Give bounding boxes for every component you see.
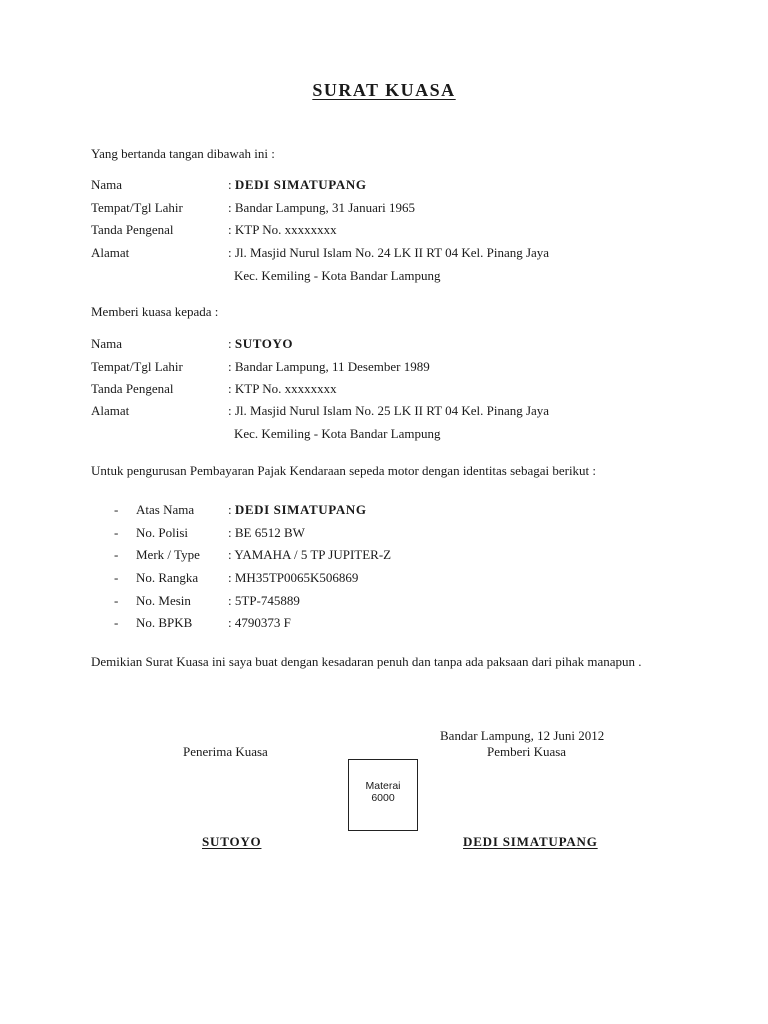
bullet-dash: - bbox=[114, 593, 119, 608]
grantor-alamat-line1: Jl. Masjid Nurul Islam No. 24 LK II RT 04 Kel. Pinang Jaya bbox=[234, 245, 550, 260]
closing-paragraph: Demikian Surat Kuasa ini saya buat dengan kesadaran penuh dan tanpa ada paksaan dari pihak manapun . bbox=[91, 654, 642, 669]
bullet-dash: - bbox=[114, 615, 119, 630]
no-bpkb-label: No. BPKB bbox=[136, 615, 193, 630]
transfer-text: Memberi kuasa kepada : bbox=[91, 304, 219, 319]
no-rangka-value: : MH35TP0065K506869 bbox=[228, 570, 359, 585]
no-rangka: MH35TP0065K506869 bbox=[234, 570, 359, 585]
no-mesin-label: No. Mesin bbox=[136, 593, 191, 608]
no-polisi-value: : BE 6512 BW bbox=[228, 525, 305, 540]
grantee-ttl: Bandar Lampung, 11 Desember 1989 bbox=[234, 359, 430, 374]
no-mesin: 5TP-745889 bbox=[234, 593, 300, 608]
grantee-id: KTP No. xxxxxxxx bbox=[234, 381, 337, 396]
intro-text: Yang bertanda tangan dibawah ini : bbox=[91, 146, 275, 161]
purpose-text: Untuk pengurusan Pembayaran Pajak Kendaraan sepeda motor dengan identitas sebagai berikut : bbox=[91, 463, 597, 478]
grantee-nama: SUTOYO bbox=[234, 336, 294, 351]
merk-type: YAMAHA / 5 TP JUPITER-Z bbox=[234, 547, 392, 562]
no-rangka-label: No. Rangka bbox=[136, 570, 199, 585]
grantee-alamat-value: : Jl. Masjid Nurul Islam No. 25 LK II RT 04 Kel. Pinang Jaya bbox=[228, 403, 550, 418]
bullet-dash: - bbox=[114, 525, 119, 540]
grantee-nama-label: Nama bbox=[91, 336, 123, 351]
grantor-id: KTP No. xxxxxxxx bbox=[234, 222, 337, 237]
grantor-nama-value: : DEDI SIMATUPANG bbox=[228, 177, 367, 192]
grantor-nama: DEDI SIMATUPANG bbox=[234, 177, 367, 192]
bullet-dash: - bbox=[114, 570, 119, 585]
materai-stamp-box bbox=[348, 759, 418, 831]
atas-nama-label: Atas Nama bbox=[136, 502, 195, 517]
no-mesin-value: : 5TP-745889 bbox=[228, 593, 300, 608]
no-bpkb: 4790373 F bbox=[234, 615, 291, 630]
letter-title: SURAT KUASA bbox=[312, 80, 456, 100]
atas-nama-value: : DEDI SIMATUPANG bbox=[228, 502, 367, 517]
grantee-alamat-line1: Jl. Masjid Nurul Islam No. 25 LK II RT 04 Kel. Pinang Jaya bbox=[234, 403, 550, 418]
giver-name: DEDI SIMATUPANG bbox=[463, 834, 598, 849]
grantor-ttl: Bandar Lampung, 31 Januari 1965 bbox=[234, 200, 416, 215]
no-polisi: BE 6512 BW bbox=[234, 525, 305, 540]
grantor-ttl-label: Tempat/Tgl Lahir bbox=[91, 200, 183, 215]
grantor-ttl-value: : Bandar Lampung, 31 Januari 1965 bbox=[228, 200, 416, 215]
bullet-dash: - bbox=[114, 502, 119, 517]
stamp-line1: Materai bbox=[365, 780, 401, 792]
receiver-name: SUTOYO bbox=[202, 834, 262, 849]
stamp-line2: 6000 bbox=[371, 792, 395, 804]
merk-type-label: Merk / Type bbox=[136, 547, 200, 562]
merk-type-value: : YAMAHA / 5 TP JUPITER-Z bbox=[228, 547, 392, 562]
grantor-alamat-label: Alamat bbox=[91, 245, 130, 260]
grantor-id-label: Tanda Pengenal bbox=[91, 222, 174, 237]
grantor-id-value: : KTP No. xxxxxxxx bbox=[228, 222, 337, 237]
grantor-nama-label: Nama bbox=[91, 177, 123, 192]
grantor-alamat-line2: Kec. Kemiling - Kota Bandar Lampung bbox=[234, 268, 441, 283]
grantee-alamat-line2: Kec. Kemiling - Kota Bandar Lampung bbox=[234, 426, 441, 441]
giver-label: Pemberi Kuasa bbox=[487, 744, 567, 759]
grantee-id-value: : KTP No. xxxxxxxx bbox=[228, 381, 337, 396]
no-bpkb-value: : 4790373 F bbox=[228, 615, 291, 630]
place-date: Bandar Lampung, 12 Juni 2012 bbox=[440, 728, 605, 743]
no-polisi-label: No. Polisi bbox=[136, 525, 189, 540]
atas-nama: DEDI SIMATUPANG bbox=[234, 502, 367, 517]
grantee-alamat-label: Alamat bbox=[91, 403, 130, 418]
grantee-ttl-label: Tempat/Tgl Lahir bbox=[91, 359, 183, 374]
grantee-ttl-value: : Bandar Lampung, 11 Desember 1989 bbox=[228, 359, 430, 374]
bullet-dash: - bbox=[114, 547, 119, 562]
receiver-label: Penerima Kuasa bbox=[183, 744, 268, 759]
grantee-id-label: Tanda Pengenal bbox=[91, 381, 174, 396]
grantee-nama-value: : SUTOYO bbox=[228, 336, 294, 351]
grantor-alamat-value: : Jl. Masjid Nurul Islam No. 24 LK II RT 04 Kel. Pinang Jaya bbox=[228, 245, 550, 260]
